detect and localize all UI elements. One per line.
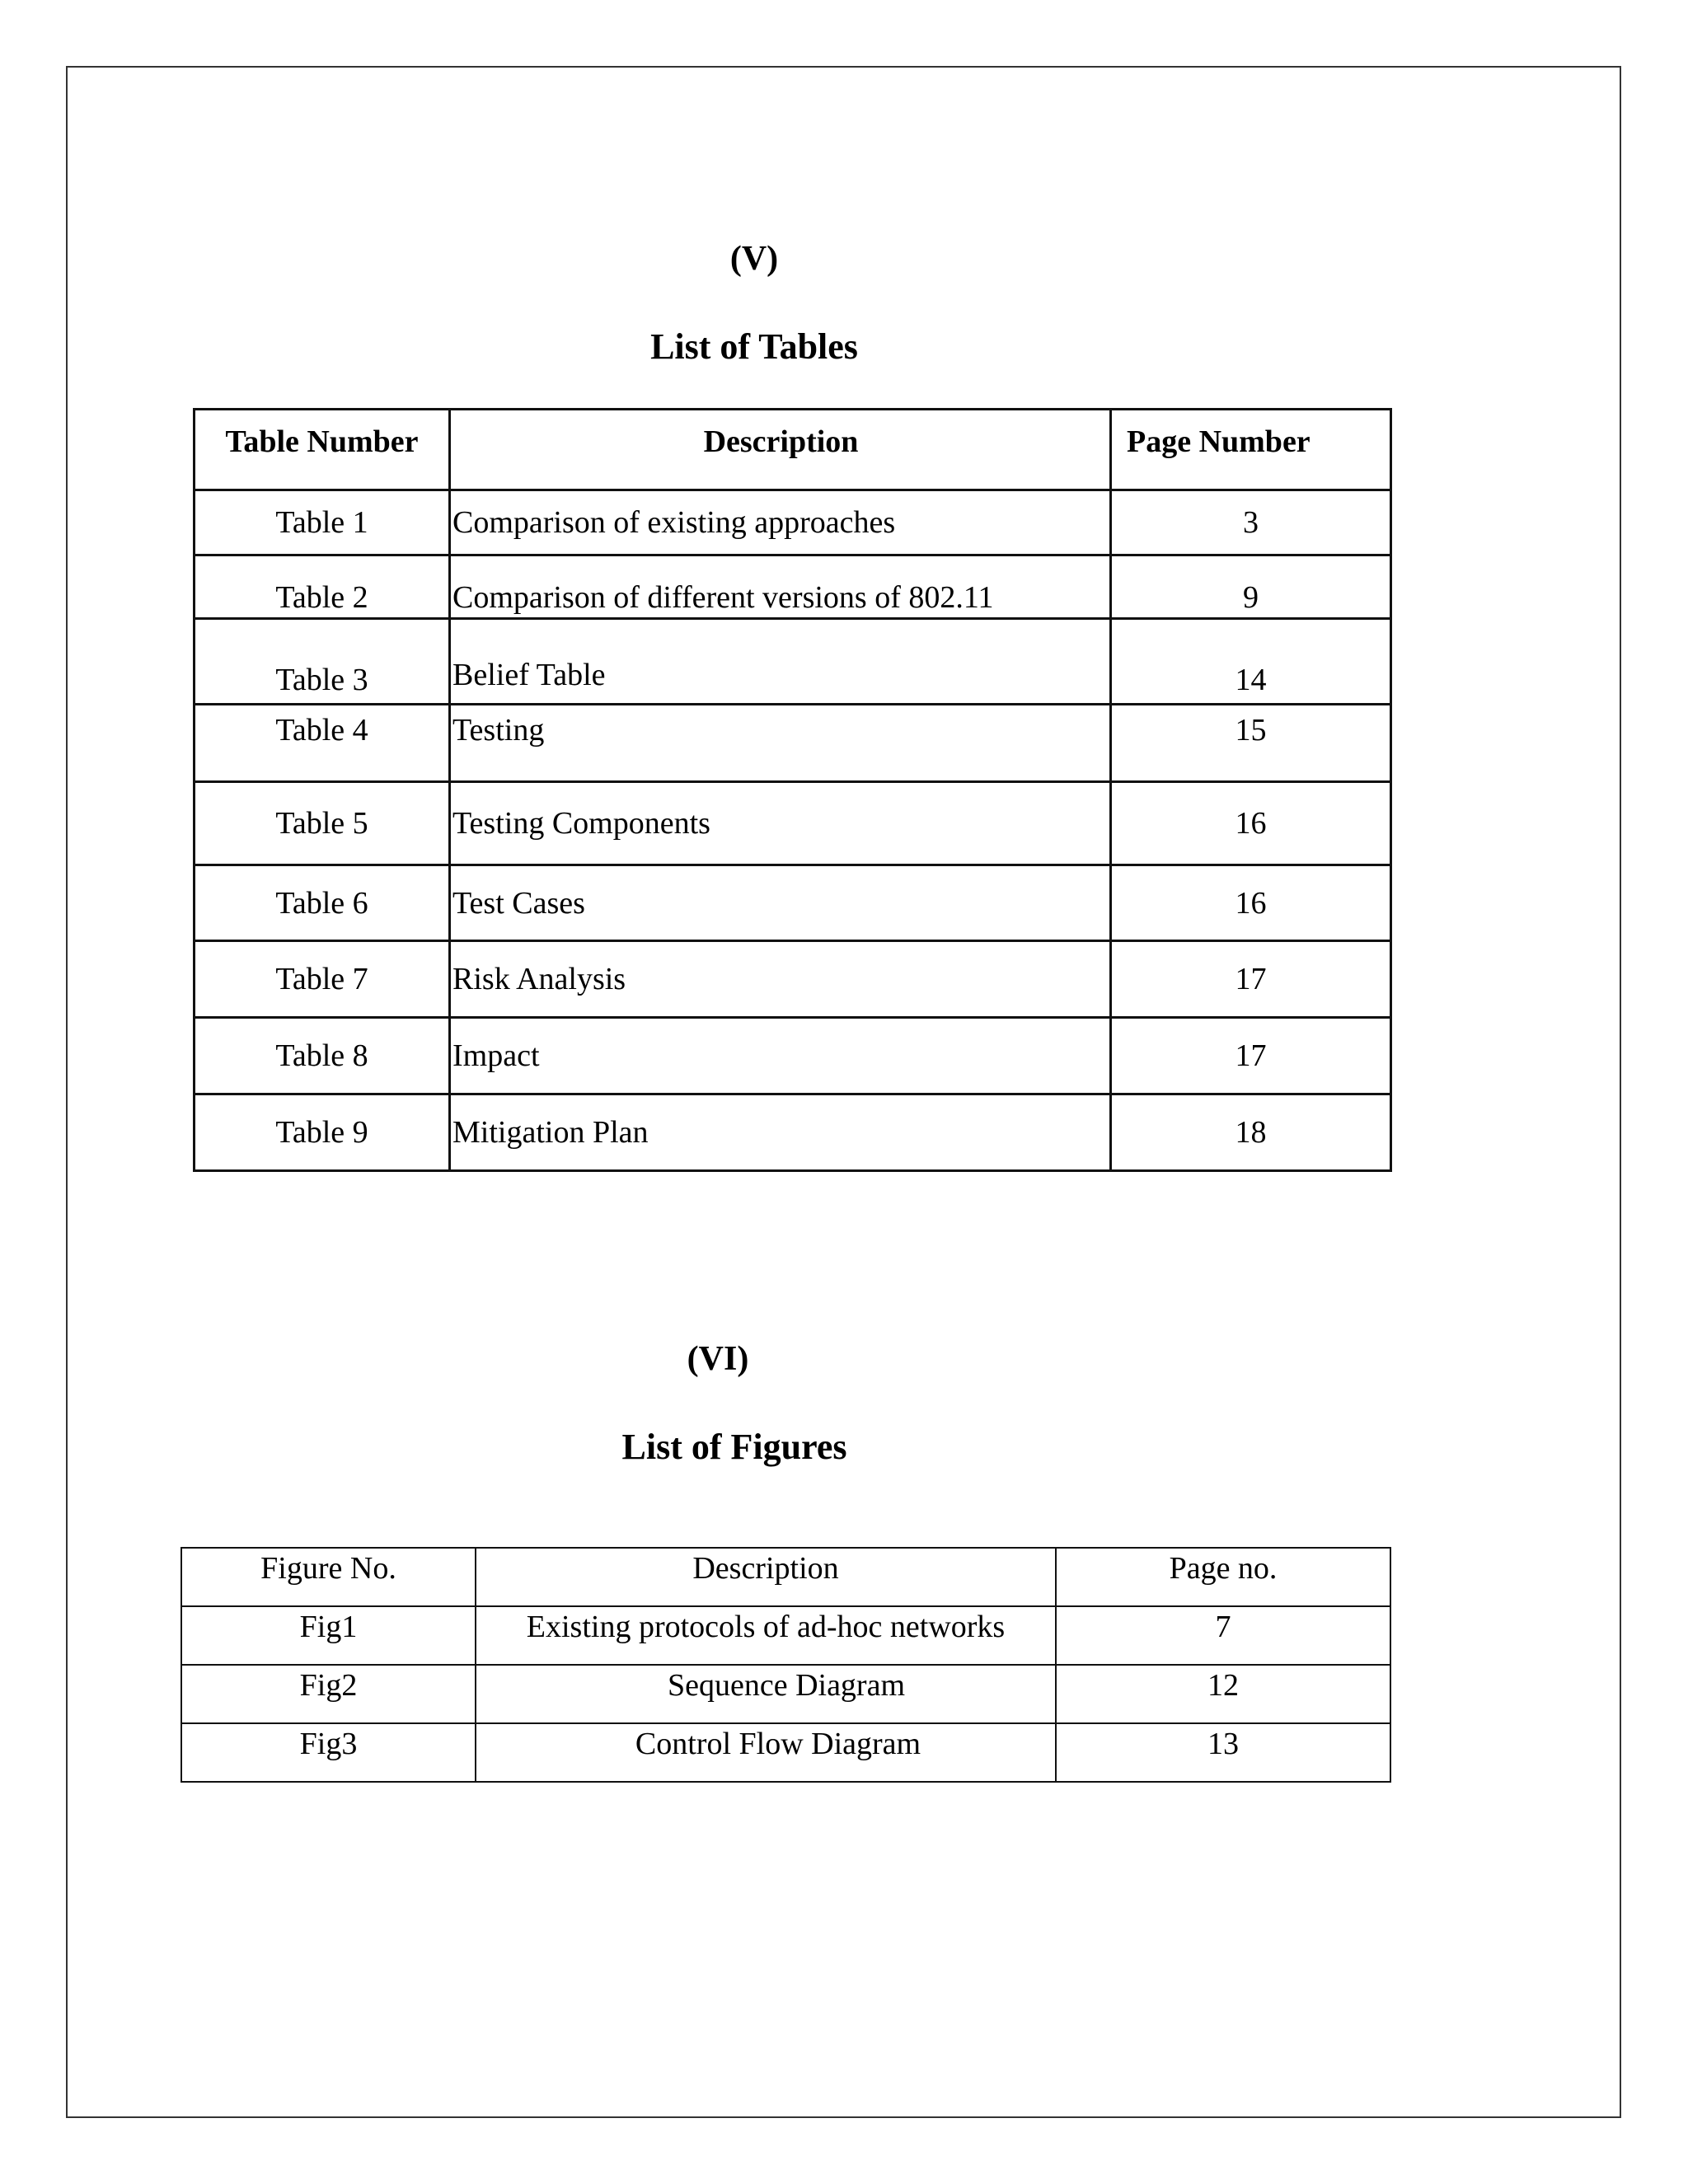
figure-description-cell: Existing protocols of ad-hoc networks	[476, 1606, 1056, 1665]
section-number-v: (V)	[729, 240, 779, 278]
table-row	[195, 705, 1391, 782]
table-page-cell: 17	[1111, 941, 1391, 1018]
figure-number-cell: Fig3	[181, 1723, 476, 1782]
figure-description-cell: Sequence Diagram	[476, 1665, 1056, 1723]
header-page-number: Page Number	[1111, 410, 1391, 490]
table-description-cell: Testing Components	[450, 782, 1111, 865]
header-description: Description	[476, 1548, 1056, 1606]
section-number-vi: (VI)	[687, 1340, 749, 1378]
table-row	[195, 619, 1391, 705]
table-page-cell: 16	[1111, 865, 1391, 941]
table-description-cell: Comparison of existing approaches	[450, 490, 1111, 555]
figure-page-cell: 13	[1056, 1723, 1390, 1782]
table-description-cell: Testing	[450, 705, 1111, 782]
table-row	[195, 555, 1391, 619]
table-number-cell: Table 7	[195, 941, 450, 1018]
table-number-cell: Table 2	[195, 555, 450, 619]
table-description-cell: Impact	[450, 1018, 1111, 1094]
table-number-cell: Table 5	[195, 782, 450, 865]
figure-page-cell: 12	[1056, 1665, 1390, 1723]
table-page-cell: 17	[1111, 1018, 1391, 1094]
table-description-cell: Mitigation Plan	[450, 1094, 1111, 1171]
table-description-cell: Risk Analysis	[450, 941, 1111, 1018]
figure-row	[181, 1723, 1390, 1782]
figure-number-cell: Fig2	[181, 1665, 476, 1723]
table-row	[195, 1094, 1391, 1171]
table-page-cell: 16	[1111, 782, 1391, 865]
table-page-cell: 14	[1111, 619, 1391, 705]
figure-description-cell: Control Flow Diagram	[476, 1723, 1056, 1782]
table-number-cell: Table 8	[195, 1018, 450, 1094]
table-page-cell: 18	[1111, 1094, 1391, 1171]
list-of-tables-title: List of Tables	[650, 326, 858, 367]
table-number-cell: Table 6	[195, 865, 450, 941]
table-row	[195, 490, 1391, 555]
figure-number-cell: Fig1	[181, 1606, 476, 1665]
list-of-tables-table	[193, 408, 1392, 1172]
table-row	[195, 941, 1391, 1018]
figure-header-row	[181, 1548, 1390, 1606]
header-figure-no: Figure No.	[181, 1548, 476, 1606]
list-of-figures-table	[181, 1547, 1391, 1783]
figure-row	[181, 1665, 1390, 1723]
table-description-cell: Comparison of different versions of 802.11	[450, 555, 1111, 619]
figure-page-cell: 7	[1056, 1606, 1390, 1665]
header-table-number: Table Number	[195, 410, 450, 490]
table-description-cell: Test Cases	[450, 865, 1111, 941]
table-page-cell: 9	[1111, 555, 1391, 619]
header-description: Description	[450, 410, 1111, 490]
table-number-cell: Table 3	[195, 619, 450, 705]
table-row	[195, 1018, 1391, 1094]
table-header-row	[195, 410, 1391, 490]
table-number-cell: Table 4	[195, 705, 450, 782]
table-row	[195, 865, 1391, 941]
table-number-cell: Table 9	[195, 1094, 450, 1171]
table-page-cell: 15	[1111, 705, 1391, 782]
figure-row	[181, 1606, 1390, 1665]
header-page-no: Page no.	[1056, 1548, 1390, 1606]
table-row	[195, 782, 1391, 865]
table-page-cell: 3	[1111, 490, 1391, 555]
table-number-cell: Table 1	[195, 490, 450, 555]
list-of-figures-title: List of Figures	[621, 1427, 847, 1467]
table-description-cell: Belief Table	[450, 619, 1111, 705]
